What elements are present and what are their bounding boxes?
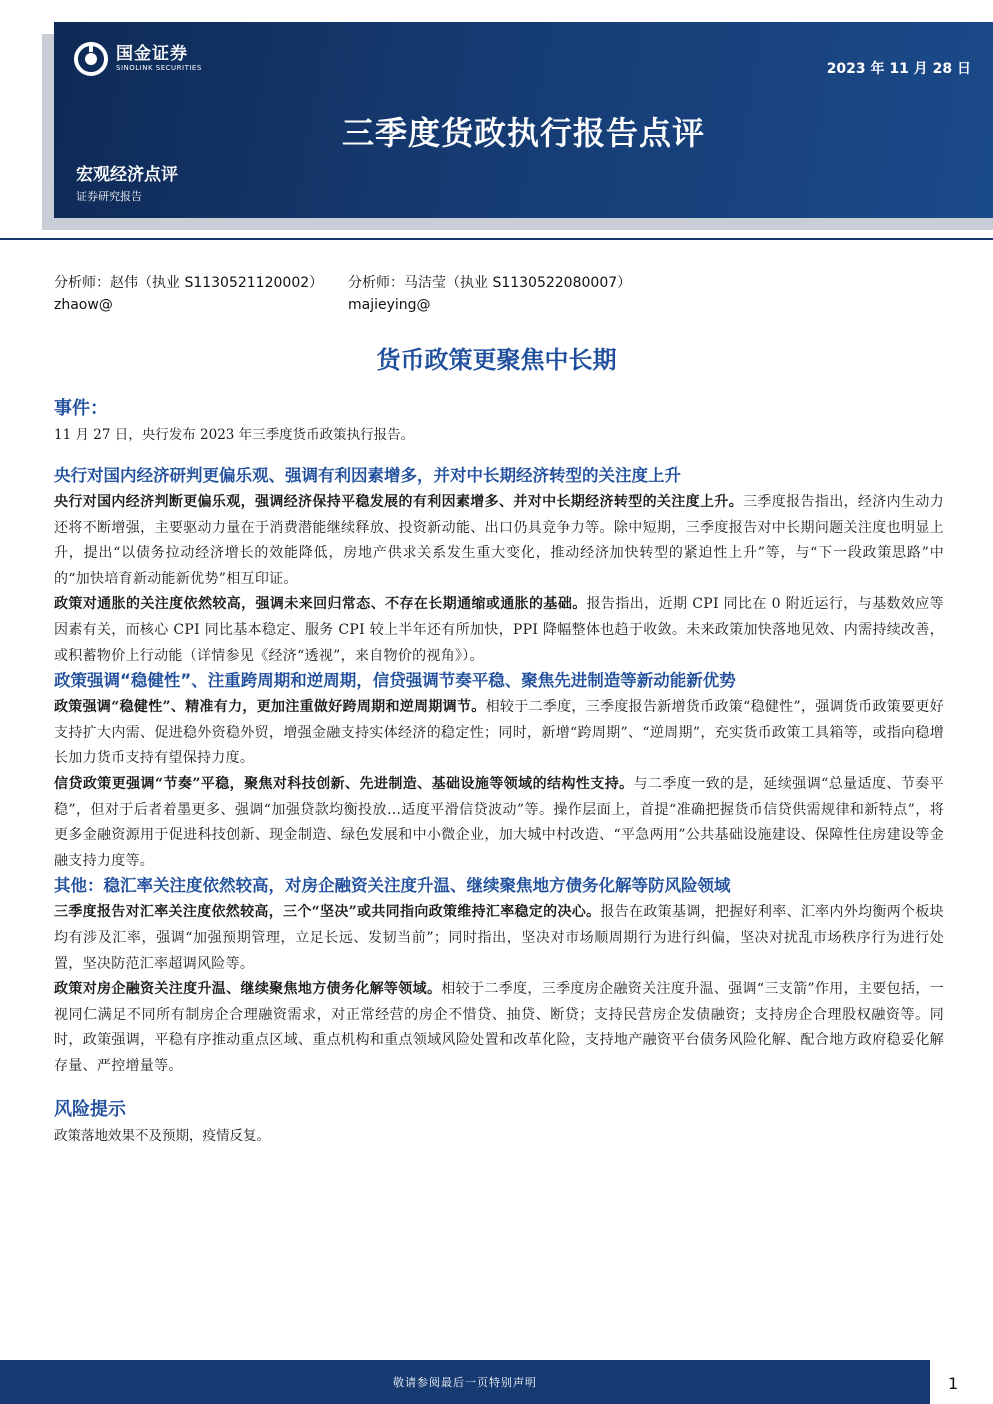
paragraph (54, 695, 944, 772)
paragraph (54, 490, 944, 592)
section-heading: 政策强调“稳健性”、注重跨周期和逆周期，信贷强调节奏平稳、聚焦先进制造等新动能新优势 (54, 671, 736, 691)
analyst-block (348, 272, 631, 316)
logo-mark-icon (74, 42, 108, 76)
paragraph-lead: 三季度报告对汇率关注度依然较高，三个“坚决”或共同指向政策维持汇率稳定的决心。 (54, 904, 601, 921)
report-body (54, 396, 944, 1147)
paragraph-lead: 信贷政策更强调“节奏”平稳，聚焦对科技创新、先进制造、基础设施等领域的结构性支持。 (54, 775, 634, 792)
page-number: 1 (948, 1374, 959, 1393)
paragraph-body: 相较于二季度，三季度房企融资关注度升温、强调“三支箭”作用，主要包括，一视同仁满足不同所有制房企合理融资需求，对正常经营的房企不惜贷、抽贷、断贷；支持民营房企发债融资；支持房企合理股权融资等。同时，政策强调，平稳有序推动重点区域、重点机构和重点领域风险处置和改革化险，支持地产融资平台债务风险化解、配合地方政府稳妥化解存量、严控增量等。 (54, 981, 944, 1074)
analyst-email[interactable]: zhaow@ (54, 297, 113, 313)
report-date: 2023 年 11 月 28 日 (826, 61, 971, 77)
analyst-name: 分析师：赵伟（执业 S1130521120002） (54, 275, 324, 291)
disclaimer-note: 敬请参阅最后一页特别声明 (393, 1376, 537, 1389)
header-divider (0, 238, 993, 240)
paragraph-body: 相较于二季度，三季度报告新增货币政策“稳健性”，强调货币政策要更好支持扩大内需、促进稳外资稳外贸，增强金融支持实体经济的稳定性；同时，新增“跨周期”、“逆周期”，充实货币政策工具箱等，或指向稳增长加力货币支持有望保持力度。 (54, 699, 944, 767)
section (54, 669, 944, 874)
section-heading: 央行对国内经济研判更偏乐观、强调有利因素增多，并对中长期经济转型的关注度上升 (54, 466, 681, 485)
paragraph (54, 772, 944, 874)
paragraph-body: 三季度报告指出，经济内生动力还将不断增强，主要驱动力量在于消费潜能继续释放、投资新动能、出口仍具竞争力等。除中短期，三季度报告对中长期问题关注度也明显上升，提出“以债务拉动经济增长的效能降低，房地产供求关系发生重大变化，推动经济加快转型的紧迫性上升”等，与“下一段政策思路”中的“加快培育新动能新优势”相互印证。 (54, 494, 945, 587)
analyst-name: 分析师：马洁莹（执业 S1130522080007） (348, 275, 632, 291)
paragraph-body: 与二季度一致的是，延续强调“总量适度、节奏平稳”，但对于后者着墨更多、强调“加强贷款均衡投放…适度平滑信贷波动”等。操作层面上，首提“准确把握货币信贷供需规律和新特点”，将更多金融资源用于促进科技创新、现金制造、绿色发展和中小微企业，加大城中村改造、“平急两用”公共基础设施建设、保障性住房建设等金融支持力度等。 (54, 775, 945, 869)
analyst-block (54, 272, 323, 316)
paragraph-body: 报告在政策基调，把握好利率、汇率内外均衡两个板块均有涉及汇率，强调“加强预期管理，立足长远、发韧当前”；同时指出，坚决对市场顺周期行为进行纠偏，坚决对扰乱市场秩序行为进行处置，坚决防范汇率超调风险等。 (54, 904, 944, 972)
report-title: 三季度货政执行报告点评 (341, 114, 705, 152)
company-logo (74, 42, 202, 76)
report-category: 宏观经济点评 (76, 165, 178, 185)
analyst-email[interactable]: majieying@ (348, 297, 431, 313)
paragraph-lead: 政策强调“稳健性”、精准有力，更加注重做好跨周期和逆周期调节。 (54, 699, 486, 716)
main-headline: 货币政策更聚焦中长期 (376, 346, 617, 374)
logo-name-en: SINOLINK SECURITIES (116, 64, 202, 72)
event-text: 11 月 27 日，央行发布 2023 年三季度货币政策执行报告。 (54, 427, 415, 443)
risk-text: 政策落地效果不及预期，疫情反复。 (54, 1128, 270, 1145)
logo-name-cn: 国金证券 (116, 44, 188, 64)
paragraph-lead: 央行对国内经济判断更偏乐观，强调经济保持平稳发展的有利因素增多、并对中长期经济转型的关注度上升。 (54, 494, 744, 510)
paragraph-lead: 政策对通胀的关注度依然较高，强调未来回归常态、不存在长期通缩或通胀的基础。 (54, 596, 587, 613)
paragraph-lead: 政策对房企融资关注度升温、继续聚焦地方债务化解等领域。 (54, 981, 442, 998)
section (54, 464, 944, 669)
paragraph (54, 977, 944, 1079)
footer-bar (0, 1360, 930, 1404)
section (54, 874, 944, 1079)
report-header (54, 22, 993, 218)
paragraph (54, 592, 944, 669)
section-heading: 其他：稳汇率关注度依然较高，对房企融资关注度升温、继续聚焦地方债务化解等防风险领域 (54, 876, 731, 896)
risk-title: 风险提示 (54, 1099, 126, 1121)
paragraph (54, 900, 944, 977)
event-title: 事件： (54, 398, 108, 419)
paragraph-body: 报告指出，近期 CPI 同比在 0 附近运行，与基数效应等因素有关，而核心 CPI 同比基本稳定、服务 CPI 较上半年还有所加快，PPI 降幅整体也趋于收敛。未来政策加快落地见效、内需持续改善，或积蓄物价上行动能（详情参见《经济“透视”，来自物价的视角》）。 (54, 596, 944, 664)
report-type: 证券研究报告 (76, 190, 142, 203)
